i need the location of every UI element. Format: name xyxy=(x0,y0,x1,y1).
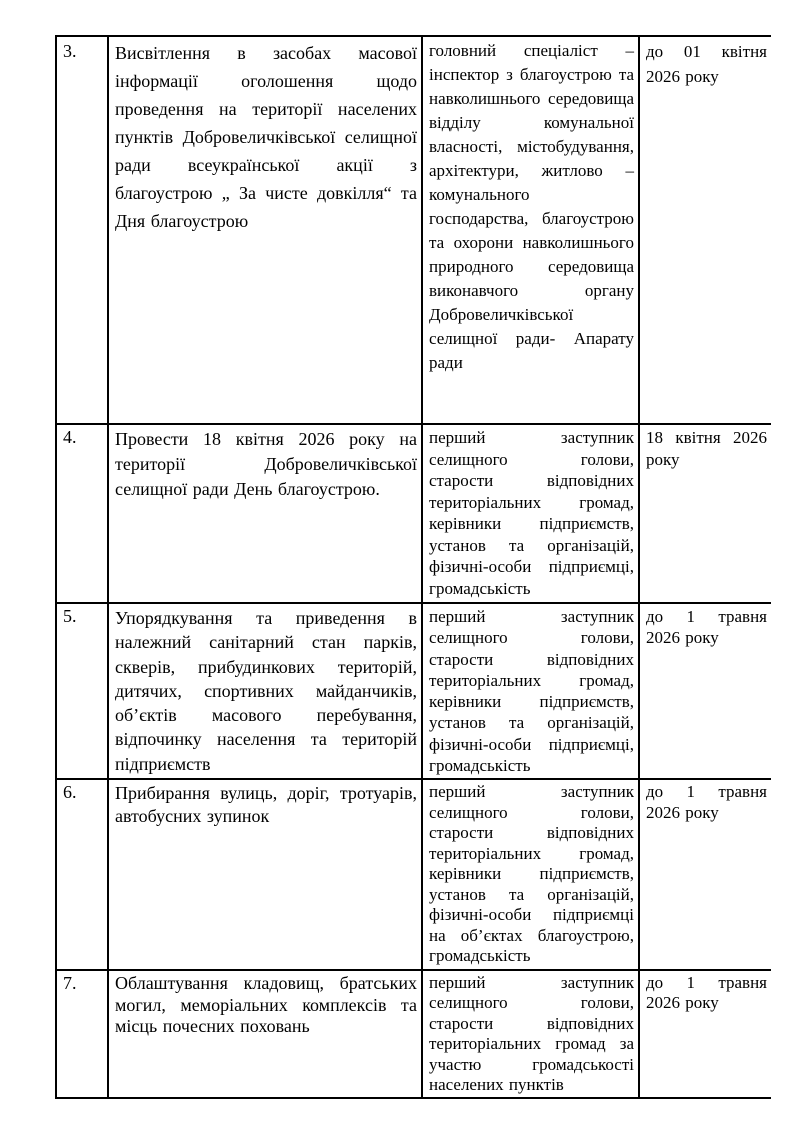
row-number-cell: 4. xyxy=(56,424,108,603)
task-cell: Упорядкування та приведення в належний санітарний стан парків, скверів, прибудинкових територій, дитячих, спортивних майданчиків, об’єктів масового перебування, відпочинку населення та територій підприємств xyxy=(108,603,422,779)
task-cell: Облаштування кладовищ, братських могил, меморіальних комплексів та місць почесних поховань xyxy=(108,970,422,1098)
deadline-cell: до 1 травня 2026 року xyxy=(639,603,771,779)
responsible-cell: перший заступник селищного голови, старости відповідних територіальних громад, керівники підприємств, установ та організацій, фізичні-особи підприємці, громадськість xyxy=(422,424,639,603)
action-plan-table xyxy=(55,35,771,1099)
task-cell: Провести 18 квітня 2026 року на території Добровеличківської селищної ради День благоустрою. xyxy=(108,424,422,603)
table-row xyxy=(56,424,771,603)
deadline-cell: 18 квітня 2026 року xyxy=(639,424,771,603)
responsible-cell: перший заступник селищного голови, старости відповідних територіальних громад за участю громадськості населених пунктів xyxy=(422,970,639,1098)
task-cell: Висвітлення в засобах масової інформації оголошення щодо проведення на території населених пунктів Добровеличківської селищної ради всеукраїнської акції з благоустрою „ За чисте довкілля“ та Дня благоустрою xyxy=(108,36,422,424)
task-cell: Прибирання вулиць, доріг, тротуарів, автобусних зупинок xyxy=(108,779,422,970)
table-row xyxy=(56,779,771,970)
responsible-cell: головний спеціаліст – інспектор з благоустрою та навколишнього середовища відділу комунальної власності, містобудування, архітектури, житлово – комунального господарства, благоустрою та охорони навколишнього природного середовища виконавчого органу Добровеличківської селищної ради- Апарату ради xyxy=(422,36,639,424)
deadline-cell: до 1 травня 2026 року xyxy=(639,779,771,970)
responsible-cell: перший заступник селищного голови, старости відповідних територіальних громад, керівники підприємств, установ та організацій, фізичні-особи підприємці на об’єктах благоустрою, громадськість xyxy=(422,779,639,970)
deadline-cell: до 01 квітня 2026 року xyxy=(639,36,771,424)
row-number-cell: 5. xyxy=(56,603,108,779)
row-number-cell: 3. xyxy=(56,36,108,424)
row-number-cell: 7. xyxy=(56,970,108,1098)
row-number-cell: 6. xyxy=(56,779,108,970)
deadline-cell: до 1 травня 2026 року xyxy=(639,970,771,1098)
table-row xyxy=(56,603,771,779)
table-row xyxy=(56,36,771,424)
responsible-cell: перший заступник селищного голови, старости відповідних територіальних громад, керівники підприємств, установ та організацій, фізичні-особи підприємці, громадськість xyxy=(422,603,639,779)
table-row xyxy=(56,970,771,1098)
